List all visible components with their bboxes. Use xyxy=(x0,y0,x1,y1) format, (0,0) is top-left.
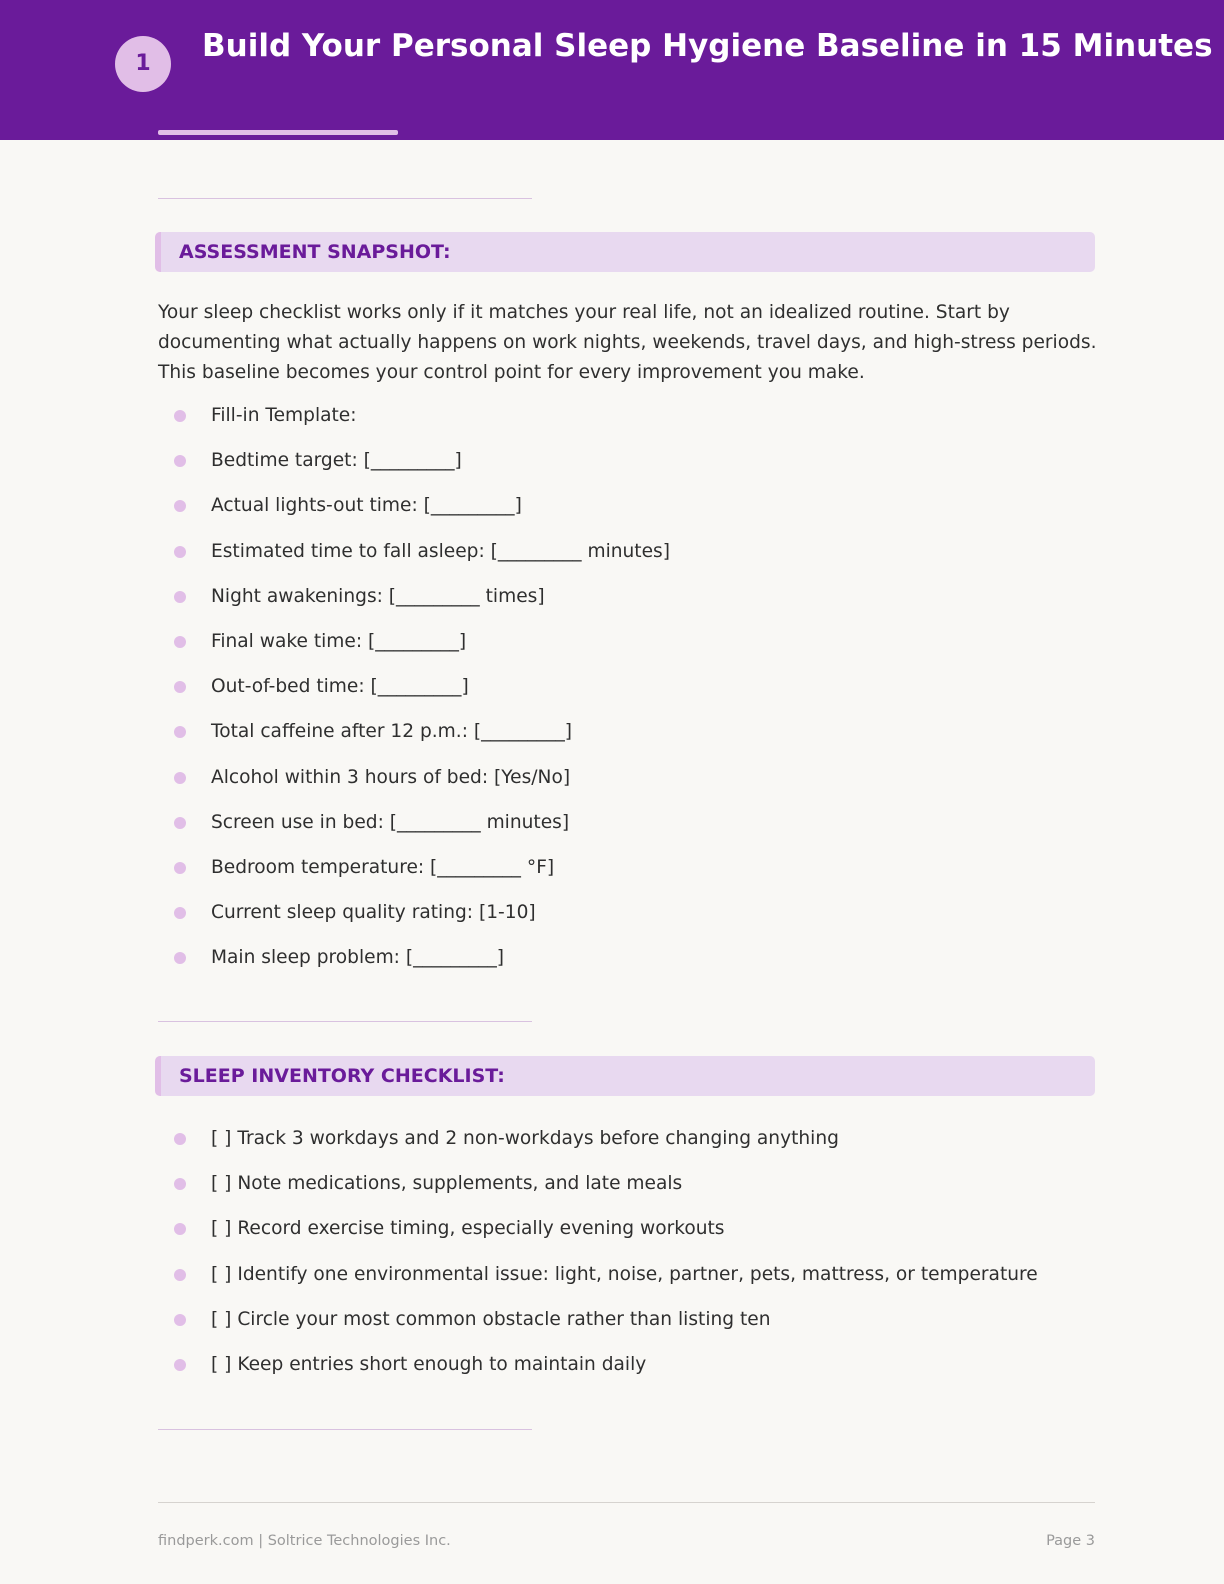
list-item: Actual lights-out time: [_________] xyxy=(158,483,1098,528)
list-item: Out-of-bed time: [_________] xyxy=(158,664,1098,709)
inventory-heading-text: SLEEP INVENTORY CHECKLIST: xyxy=(179,1065,505,1087)
assessment-heading-text: ASSESSMENT SNAPSHOT: xyxy=(179,241,451,263)
list-item: Bedtime target: [_________] xyxy=(158,438,1098,483)
bullet-dot-icon xyxy=(174,500,186,512)
list-item: [ ] Note medications, supplements, and late meals xyxy=(158,1161,1098,1206)
page-title: Build Your Personal Sleep Hygiene Baseline in 15 Minutes xyxy=(202,28,1213,64)
bullet-dot-icon xyxy=(174,1133,186,1145)
page-number: Page 3 xyxy=(1046,1533,1095,1549)
bullet-dot-icon xyxy=(174,1314,186,1326)
page-header xyxy=(0,0,1224,140)
bullet-dot-icon xyxy=(174,817,186,829)
inventory-section-heading xyxy=(155,1056,1095,1096)
list-item: Alcohol within 3 hours of bed: [Yes/No] xyxy=(158,755,1098,800)
list-item: [ ] Track 3 workdays and 2 non-workdays before changing anything xyxy=(158,1116,1098,1161)
list-item: [ ] Record exercise timing, especially evening workouts xyxy=(158,1206,1098,1251)
bullet-dot-icon xyxy=(174,1178,186,1190)
list-item: [ ] Circle your most common obstacle rather than listing ten xyxy=(158,1297,1098,1342)
section-divider xyxy=(158,1429,532,1430)
bullet-dot-icon xyxy=(174,1359,186,1371)
assessment-section-heading xyxy=(155,232,1095,272)
title-underline xyxy=(158,130,398,135)
list-item: Estimated time to fall asleep: [_________ minutes] xyxy=(158,529,1098,574)
bullet-dot-icon xyxy=(174,455,186,467)
list-item: Night awakenings: [_________ times] xyxy=(158,574,1098,619)
bullet-dot-icon xyxy=(174,862,186,874)
list-item: Screen use in bed: [_________ minutes] xyxy=(158,800,1098,845)
list-item: Final wake time: [_________] xyxy=(158,619,1098,664)
section-divider xyxy=(158,198,532,199)
bullet-dot-icon xyxy=(174,952,186,964)
list-item: Total caffeine after 12 p.m.: [_________] xyxy=(158,709,1098,754)
assessment-template-list xyxy=(158,393,1098,980)
list-item: Current sleep quality rating: [1-10] xyxy=(158,890,1098,935)
bullet-dot-icon xyxy=(174,907,186,919)
bullet-dot-icon xyxy=(174,772,186,784)
list-item: Main sleep problem: [_________] xyxy=(158,935,1098,980)
bullet-dot-icon xyxy=(174,1223,186,1235)
list-item: [ ] Keep entries short enough to maintain daily xyxy=(158,1342,1098,1387)
bullet-dot-icon xyxy=(174,410,186,422)
step-number-badge: 1 xyxy=(115,36,171,92)
footer-divider xyxy=(158,1502,1095,1503)
bullet-dot-icon xyxy=(174,681,186,693)
bullet-dot-icon xyxy=(174,1269,186,1281)
bullet-dot-icon xyxy=(174,546,186,558)
list-item: Bedroom temperature: [_________ °F] xyxy=(158,845,1098,890)
list-item: Fill-in Template: xyxy=(158,393,1098,438)
bullet-dot-icon xyxy=(174,591,186,603)
assessment-intro-paragraph: Your sleep checklist works only if it matches your real life, not an idealized routine. Start by documenting what actually happens on work nights, weekends, travel days, and high-stress periods. This baseline becomes your control point for every improvement you make. xyxy=(158,302,1097,383)
list-item: [ ] Identify one environmental issue: light, noise, partner, pets, mattress, or temperature xyxy=(158,1252,1098,1297)
section-divider xyxy=(158,1021,532,1022)
inventory-checklist xyxy=(158,1116,1098,1387)
bullet-dot-icon xyxy=(174,726,186,738)
bullet-dot-icon xyxy=(174,636,186,648)
footer-source: findperk.com | Soltrice Technologies Inc. xyxy=(158,1533,451,1549)
